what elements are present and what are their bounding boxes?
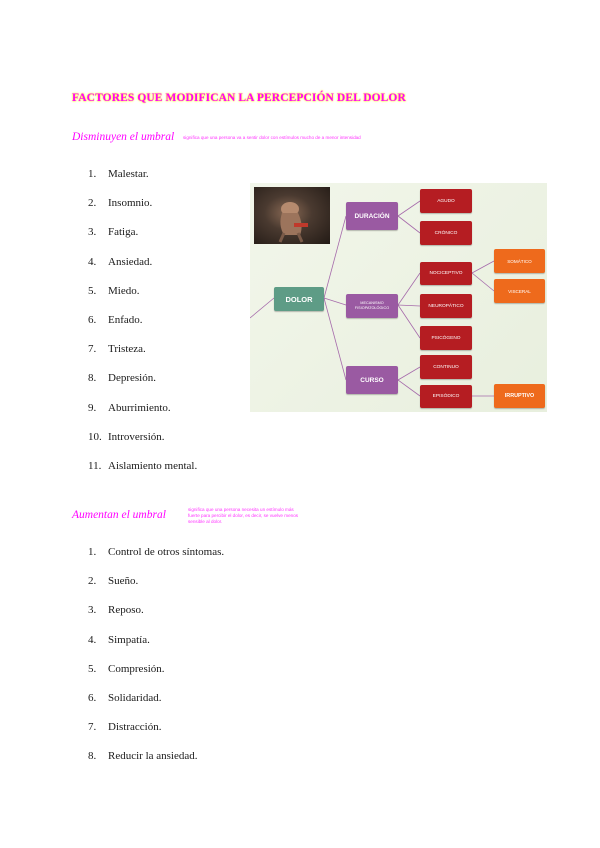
note-line: fuerte para percibir el dolor, es decir, se vuelve menos [188, 513, 299, 519]
node-somatico: SOMÁTICO [494, 249, 545, 273]
page-title: FACTORES QUE MODIFICAN LA PERCEPCIÓN DEL DOLOR [72, 92, 406, 104]
item-text: Miedo. [108, 284, 140, 297]
item-number: 11. [88, 459, 102, 472]
item-text: Compresión. [108, 662, 165, 675]
item-number: 1. [88, 168, 97, 180]
item-number: 4. [88, 633, 97, 646]
item-number: 7. [88, 721, 97, 734]
note-line: sensible al dolor. [188, 519, 223, 525]
item-text: Distracción. [108, 721, 162, 734]
item-text: Sueño. [108, 575, 139, 588]
item-text: Aburrimiento. [108, 401, 171, 414]
item-number: 8. [88, 750, 97, 763]
section-heading-increase: Aumentan el umbral [72, 509, 166, 521]
item-number: 2. [88, 575, 97, 588]
item-number: 10. [88, 430, 102, 443]
node-cronico: CRÓNICO [420, 221, 472, 245]
item-number: 1. [88, 546, 97, 558]
item-text: Fatiga. [108, 226, 139, 239]
item-text: Solidaridad. [108, 691, 162, 704]
item-text: Depresión. [108, 372, 156, 385]
node-psicogeno: PSICÓGENO [420, 326, 472, 350]
item-number: 3. [88, 604, 97, 617]
item-text: Malestar. [108, 168, 149, 180]
section-note-increase [188, 507, 358, 526]
node-nociceptivo: NOCICEPTIVO [420, 262, 472, 285]
item-number: 5. [88, 662, 97, 675]
note-line: significa que una persona necesita un estímulo más [188, 507, 294, 512]
item-number: 6. [88, 313, 97, 326]
item-text: Ansiedad. [108, 255, 153, 268]
item-number: 3. [88, 226, 97, 239]
item-number: 4. [88, 255, 97, 268]
item-text: Aislamiento mental. [108, 459, 198, 472]
node-episodico: EPISÓDICO [420, 385, 472, 408]
item-number: 6. [88, 691, 97, 704]
node-curso: CURSO [346, 366, 398, 394]
item-text: Reducir la ansiedad. [108, 750, 198, 763]
pain-classification-diagram [250, 183, 547, 412]
item-number: 2. [88, 197, 97, 210]
item-text: Insomnio. [108, 197, 153, 210]
section-heading-decrease: Disminuyen el umbral [72, 131, 175, 143]
node-mecanismo: MECANISMO FISIOPATOLÓGICO [346, 294, 398, 318]
node-neuropatico: NEUROPÁTICO [420, 294, 472, 318]
node-dolor: DOLOR [274, 287, 324, 311]
item-text: Simpatía. [108, 633, 150, 646]
item-text: Control de otros síntomas. [108, 546, 225, 558]
node-duracion: DURACIÓN [346, 202, 398, 230]
node-irruptivo: IRRUPTIVO [494, 384, 545, 408]
node-visceral: VISCERAL [494, 279, 545, 303]
item-text: Introversión. [108, 430, 165, 443]
item-number: 8. [88, 372, 97, 385]
item-number: 9. [88, 401, 97, 414]
node-agudo: AGUDO [420, 189, 472, 213]
item-text: Tristeza. [108, 343, 146, 356]
item-text: Enfado. [108, 313, 143, 326]
item-number: 5. [88, 284, 97, 297]
item-text: Reposo. [108, 604, 144, 617]
node-continuo: CONTINUO [420, 355, 472, 379]
section-note-decrease: significa que una persona va a sentir dolor con estímulos mucho de a menor intensidad [183, 135, 361, 140]
item-number: 7. [88, 343, 97, 356]
